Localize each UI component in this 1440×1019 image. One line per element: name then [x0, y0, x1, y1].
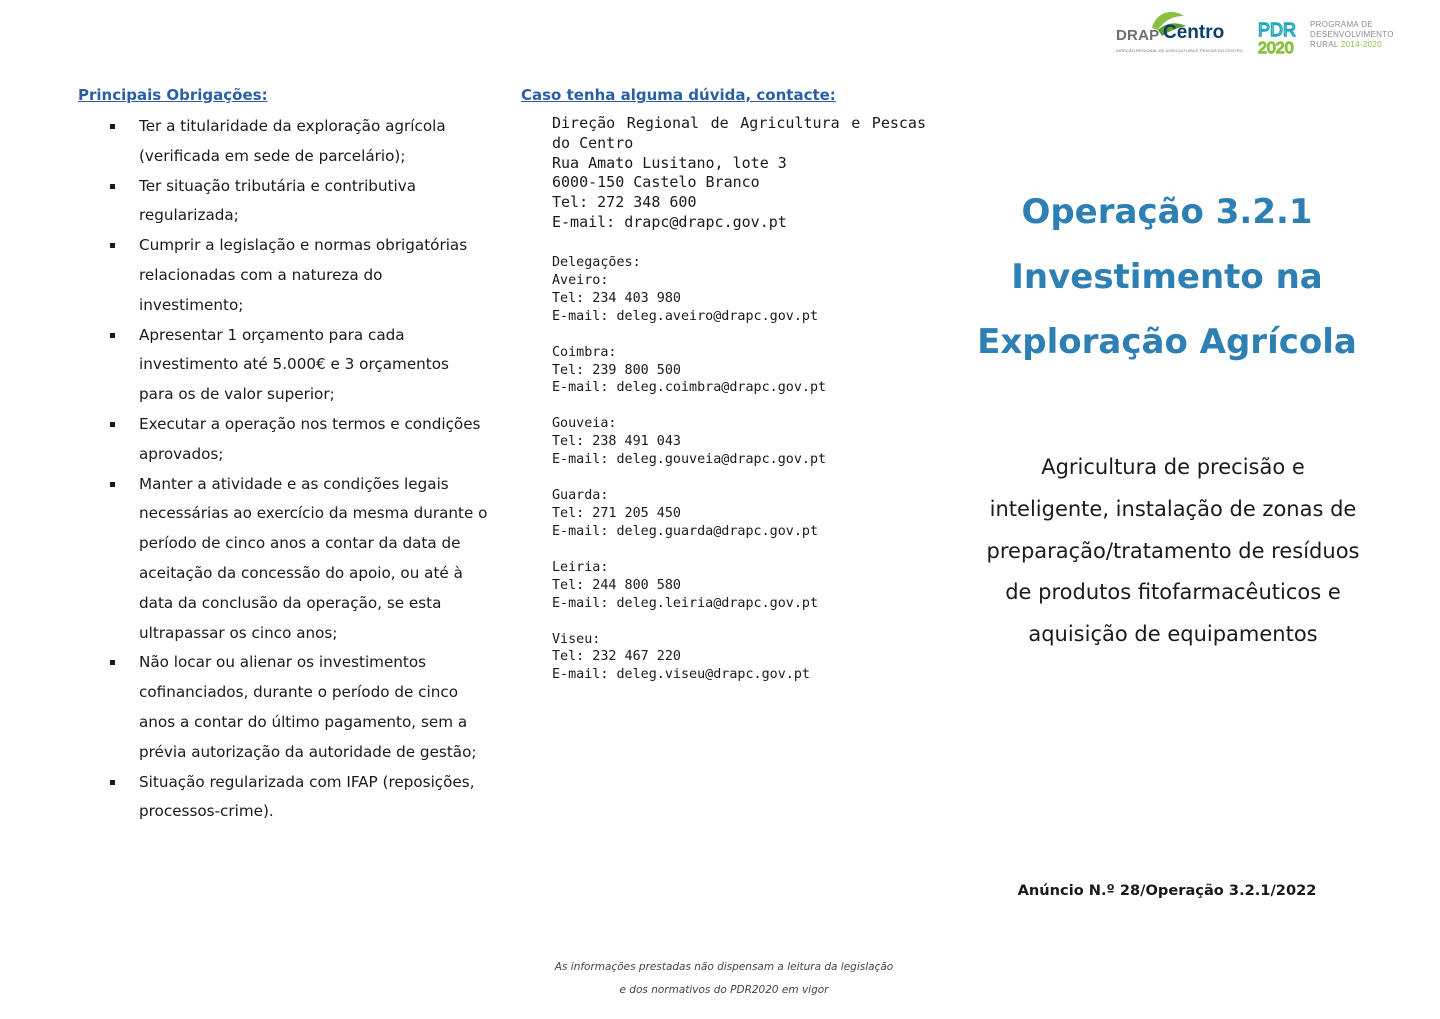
list-item	[104, 231, 488, 320]
contacts-heading: Caso tenha alguma dúvida, contacte:	[521, 86, 836, 104]
delegation-entry	[552, 559, 932, 613]
subtitle-line: de produtos fitofarmacêuticos e	[1005, 580, 1341, 605]
delegation-email: E-mail: deleg.coimbra@drapc.gov.pt	[552, 380, 827, 396]
square-bullet-icon	[110, 660, 115, 665]
list-item	[104, 410, 488, 470]
announcement-number: Anúncio N.º 28/Operação 3.2.1/2022	[1017, 882, 1317, 899]
delegation-phone: Tel: 234 403 980	[552, 290, 681, 306]
svg-text:2020: 2020	[1258, 40, 1294, 56]
delegation-name: Aveiro:	[552, 272, 609, 288]
delegation-email: E-mail: deleg.viseu@drapc.gov.pt	[552, 667, 810, 683]
delegation-phone: Tel: 238 491 043	[552, 434, 681, 450]
drap-wordmark: DRAP	[1116, 27, 1160, 44]
square-bullet-icon	[110, 124, 115, 129]
delegation-phone: Tel: 239 800 500	[552, 362, 681, 378]
obligations-list	[104, 112, 488, 827]
operation-subtitle	[960, 447, 1386, 656]
list-item	[104, 112, 488, 172]
delegation-entry	[552, 631, 932, 685]
square-bullet-icon	[110, 333, 115, 338]
title-line-1: Operação 3.2.1	[1021, 192, 1313, 232]
delegation-email: E-mail: deleg.leiria@drapc.gov.pt	[552, 595, 819, 611]
obligation-text: Manter a atividade e as condições legais necessárias ao exercício da mesma durante o período de cinco anos a contar da data de aceitação da concessão do apoio, ou até à data da conclusão da operação, se esta ultrapassar os cinco anos;	[139, 474, 488, 642]
pdr2020-text	[1310, 20, 1394, 50]
svg-text:PDR: PDR	[1258, 20, 1297, 40]
square-bullet-icon	[110, 482, 115, 487]
delegations-block	[552, 254, 932, 684]
subtitle-line: Agricultura de precisão e	[1041, 455, 1305, 479]
subtitle-line: aquisição de equipamentos	[1028, 622, 1318, 647]
delegation-entry	[552, 254, 932, 326]
pdr-line-3	[1310, 40, 1394, 50]
obligation-text: Situação regularizada com IFAP (reposições, processos-crime).	[139, 772, 475, 821]
delegation-name: Guarda:	[552, 488, 609, 504]
hq-city: 6000-150 Castelo Branco	[552, 173, 760, 192]
list-item	[104, 768, 488, 828]
subtitle-line: preparação/tratamento de resíduos	[986, 538, 1360, 563]
square-bullet-icon	[110, 184, 115, 189]
delegation-entry	[552, 487, 932, 541]
square-bullet-icon	[110, 243, 115, 248]
delegation-name: Coimbra:	[552, 344, 617, 360]
delegation-name: Leiria:	[552, 559, 609, 575]
delegation-email: E-mail: deleg.guarda@drapc.gov.pt	[552, 523, 819, 539]
hq-phone: Tel: 272 348 600	[552, 193, 697, 212]
pdr-line-2: DESENVOLVIMENTO	[1310, 30, 1394, 39]
square-bullet-icon	[110, 422, 115, 427]
delegation-email: E-mail: deleg.gouveia@drapc.gov.pt	[552, 452, 827, 468]
operation-title	[960, 180, 1374, 375]
delegation-phone: Tel: 244 800 580	[552, 577, 681, 593]
delegation-name: Gouveia:	[552, 416, 617, 432]
square-bullet-icon	[110, 780, 115, 785]
obligation-text: Ter situação tributária e contributiva regularizada;	[139, 176, 417, 225]
list-item	[104, 470, 488, 649]
obligation-text: Executar a operação nos termos e condições aprovados;	[139, 414, 481, 463]
list-item	[104, 321, 488, 410]
delegation-email: E-mail: deleg.aveiro@drapc.gov.pt	[552, 308, 819, 324]
delegation-entry	[552, 415, 932, 469]
delegation-entry	[552, 344, 932, 398]
obligation-text: Apresentar 1 orçamento para cada investimento até 5.000€ e 3 orçamentos para os de valor superior;	[139, 325, 449, 404]
delegation-name: Viseu:	[552, 631, 601, 647]
disclaimer	[520, 956, 928, 1002]
list-item	[104, 172, 488, 232]
disclaimer-line-1: As informações prestadas não dispensam a leitura da legislação	[554, 961, 894, 973]
obligation-text: Não locar ou alienar os investimentos cofinanciados, durante o período de cinco anos a contar do último pagamento, sem a prévia autorização da autoridade de gestão;	[139, 653, 477, 761]
pdr2020-mark-icon	[1258, 20, 1306, 56]
subtitle-line: inteligente, instalação de zonas de	[989, 496, 1357, 521]
delegation-phone: Tel: 271 205 450	[552, 505, 681, 521]
title-line-3: Exploração Agrícola	[977, 322, 1357, 362]
obligation-text: Ter a titularidade da exploração agrícola (verificada em sede de parcelário);	[139, 117, 446, 165]
delegations-label: Delegações:	[552, 255, 641, 270]
drap-subtitle: DIREÇÃO REGIONAL DE AGRICULTURA E PESCAS DO CENTRO	[1116, 48, 1243, 53]
delegation-phone: Tel: 232 467 220	[552, 649, 681, 665]
hq-street: Rua Amato Lusitano, lote 3	[552, 153, 787, 172]
hq-name: Direção Regional de Agricultura e Pescas do Centro	[552, 114, 926, 152]
hq-email: E-mail: drapc@drapc.gov.pt	[552, 212, 787, 231]
obligations-heading: Principais Obrigações:	[78, 86, 268, 104]
title-line-2: Investimento na	[1011, 257, 1323, 297]
centro-wordmark: Centro	[1163, 22, 1225, 43]
disclaimer-line-2: e dos normativos do PDR2020 em vigor	[619, 984, 829, 996]
pdr-rural: RURAL	[1310, 40, 1339, 49]
pdr-years: 2014-2020	[1340, 40, 1382, 49]
pdr-line-1: PROGRAMA DE	[1310, 20, 1373, 29]
obligation-text: Cumprir a legislação e normas obrigatórias relacionadas com a natureza do investimento;	[139, 236, 468, 314]
pdr2020-logo	[1258, 20, 1306, 60]
list-item	[104, 648, 488, 767]
hq-contact-block	[552, 114, 926, 233]
